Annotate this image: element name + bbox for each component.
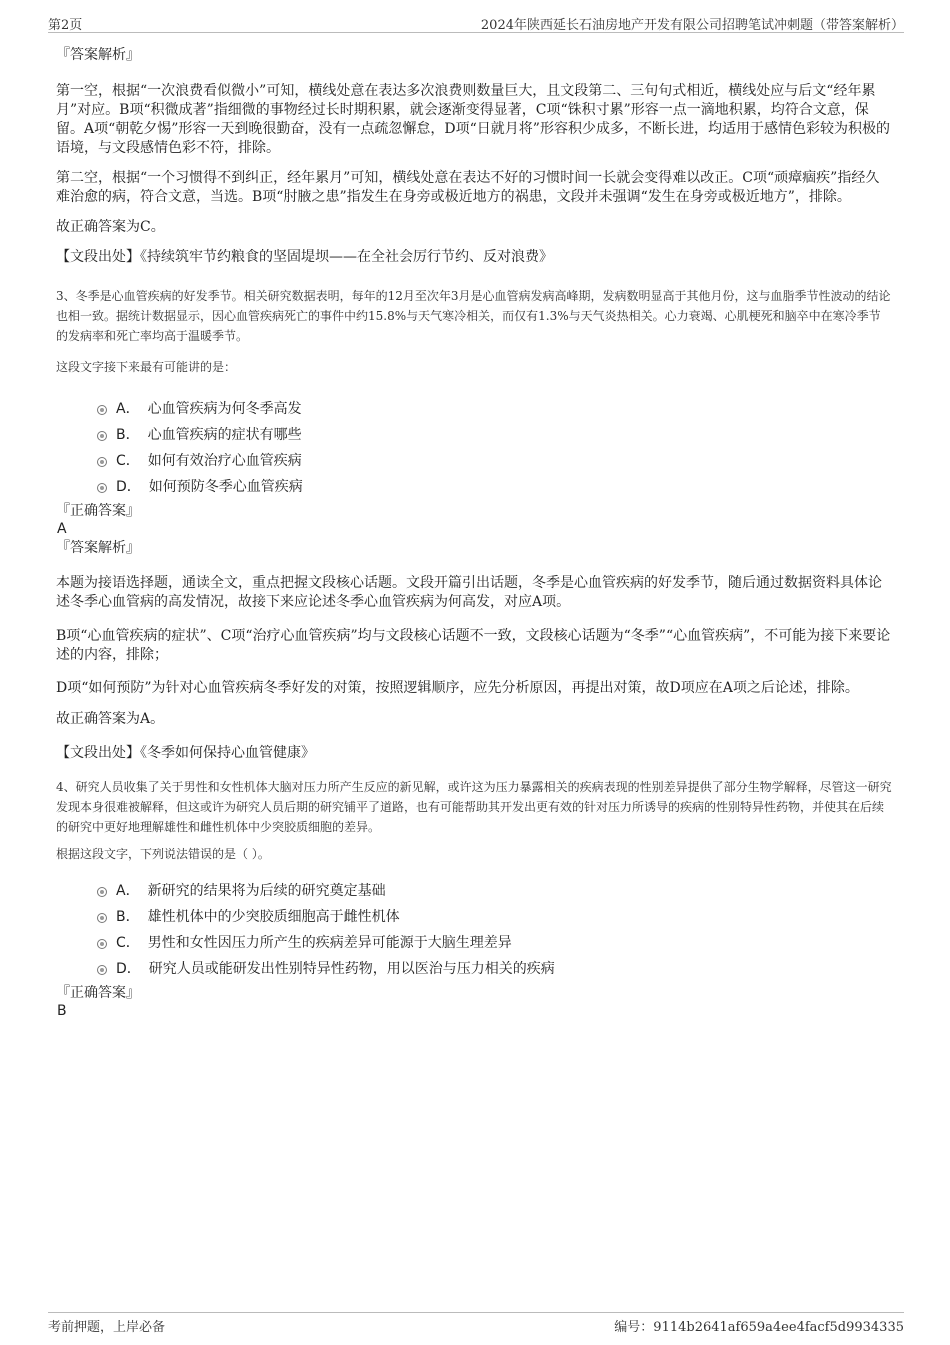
q4-answer: B bbox=[57, 1003, 67, 1019]
q3-option-a[interactable]: A． 心血管疾病为何冬季高发 bbox=[56, 396, 892, 422]
q3-stem: 3、冬季是心血管疾病的好发季节。相关研究数据表明，每年的12月至次年3月是心血管病发病高峰期，发病数明显高于其他月份，这与血脂季节性波动的结论也相一致。据统计数据显示，因心血管疾病死亡的事件中约15.8%与天气寒冷相关，而仅有1.3%与天气炎热相关。心力衰竭、心肌梗死和脑卒中在寒冷季节的发病率和死亡率均高于温暖季节。 bbox=[56, 289, 891, 343]
q3-prompt: 这段文字接下来最有可能讲的是： bbox=[56, 360, 237, 374]
q4-option-b[interactable]: B． 雄性机体中的少突胶质细胞高于雌性机体 bbox=[56, 904, 892, 930]
q2-source: 【文段出处】《持续筑牢节约粮食的坚固堤坝——在全社会厉行节约、反对浪费》 bbox=[56, 249, 553, 265]
q3-analysis-label: 『答案解析』 bbox=[56, 540, 140, 556]
q2-conclusion: 故正确答案为C。 bbox=[56, 219, 165, 235]
radio-button-icon[interactable] bbox=[97, 939, 107, 949]
radio-button-icon[interactable] bbox=[97, 405, 107, 415]
q2-analysis-para2: 第二空，根据“一个习惯得不到纠正，经年累月”可知，横线处意在表达不好的习惯时间一长就会变得难以改正。C项“顽瘴痼疾”指经久难治愈的病，符合文意，当选。B项“肘腋之患”指发生在身旁或极近地方的祸患，文段并未强调“发生在身旁或极近地方”，排除。 bbox=[56, 170, 880, 205]
q3-analysis-para1: 本题为接语选择题，通读全文，重点把握文段核心话题。文段开篇引出话题，冬季是心血管疾病的好发季节，随后通过数据资料具体论述冬季心血管病的高发情况，故接下来应论述冬季心血管疾病为何高发，对应A项。 bbox=[56, 575, 882, 610]
q3-option-d[interactable]: D． 如何预防冬季心血管疾病 bbox=[56, 474, 892, 500]
radio-button-icon[interactable] bbox=[97, 965, 107, 975]
q2-analysis-para1: 第一空，根据“一次浪费看似微小”可知，横线处意在表达多次浪费则数量巨大，且文段第二、三句句式相近，横线处应与后文“经年累月”对应。B项“积微成著”指细微的事物经过长时期积累，就会逐渐变得显著，C项“铢积寸累”形容一点一滴地积累，均符合文意，保留。A项“朝乾夕惕”形容一天到晚很勤奋，没有一点疏忽懈怠，D项“日就月将”形容积少成多，不断长进，均适用于感情色彩较为积极的语境，与文段感情色彩不符，排除。 bbox=[56, 83, 890, 156]
document-id: 编号：9114b2641af659a4ee4facf5d9934335 bbox=[614, 1320, 904, 1335]
q4-prompt: 根据这段文字，下列说法错误的是（ ）。 bbox=[56, 847, 270, 861]
q4-option-d[interactable]: D． 研究人员或能研发出性别特异性药物，用以医治与压力相关的疾病 bbox=[56, 956, 892, 982]
radio-button-icon[interactable] bbox=[97, 457, 107, 467]
q4-options bbox=[56, 878, 892, 982]
q4-option-a[interactable]: A． 新研究的结果将为后续的研究奠定基础 bbox=[56, 878, 892, 904]
page-number: 第2页 bbox=[48, 18, 83, 33]
footer-slogan: 考前押题，上岸必备 bbox=[48, 1320, 166, 1335]
q3-answer-label: 『正确答案』 bbox=[56, 503, 140, 519]
q3-conclusion: 故正确答案为A。 bbox=[56, 711, 165, 727]
q3-option-b[interactable]: B． 心血管疾病的症状有哪些 bbox=[56, 422, 892, 448]
radio-button-icon[interactable] bbox=[97, 887, 107, 897]
page-header bbox=[48, 12, 904, 33]
main-content bbox=[56, 46, 892, 1020]
page-footer bbox=[48, 1312, 904, 1335]
q3-analysis-para3: D项“如何预防”为针对心血管疾病冬季好发的对策，按照逻辑顺序，应先分析原因，再提出对策，故D项应在A项之后论述，排除。 bbox=[56, 680, 859, 696]
q2-analysis-label: 『答案解析』 bbox=[56, 47, 140, 63]
q3-options bbox=[56, 396, 892, 500]
q4-stem: 4、研究人员收集了关于男性和女性机体大脑对压力所产生反应的新见解，或许这为压力暴露相关的疾病表现的性别差异提供了部分生物学解释，尽管这一研究发现本身很难被解释，但这或许为研究人员后期的研究铺平了道路，也有可能帮助其开发出更有效的针对压力所诱导的疾病的性别特异性药物，并使其在后续的研究中更好地理解雄性和雌性机体中少突胶质细胞的差异。 bbox=[56, 780, 892, 834]
q3-analysis-para2: B项“心血管疾病的症状”、C项“治疗心血管疾病”均与文段核心话题不一致，文段核心话题为“冬季”“心血管疾病”，不可能为接下来要论述的内容，排除； bbox=[56, 628, 891, 663]
radio-button-icon[interactable] bbox=[97, 913, 107, 923]
q3-answer: A bbox=[57, 521, 67, 537]
radio-button-icon[interactable] bbox=[97, 483, 107, 493]
q4-option-c[interactable]: C． 男性和女性因压力所产生的疾病差异可能源于大脑生理差异 bbox=[56, 930, 892, 956]
q3-source: 【文段出处】《冬季如何保持心血管健康》 bbox=[56, 745, 315, 761]
radio-button-icon[interactable] bbox=[97, 431, 107, 441]
document-title: 2024年陕西延长石油房地产开发有限公司招聘笔试冲刺题（带答案解析） bbox=[480, 18, 904, 33]
q3-option-c[interactable]: C． 如何有效治疗心血管疾病 bbox=[56, 448, 892, 474]
q4-answer-label: 『正确答案』 bbox=[56, 985, 140, 1001]
